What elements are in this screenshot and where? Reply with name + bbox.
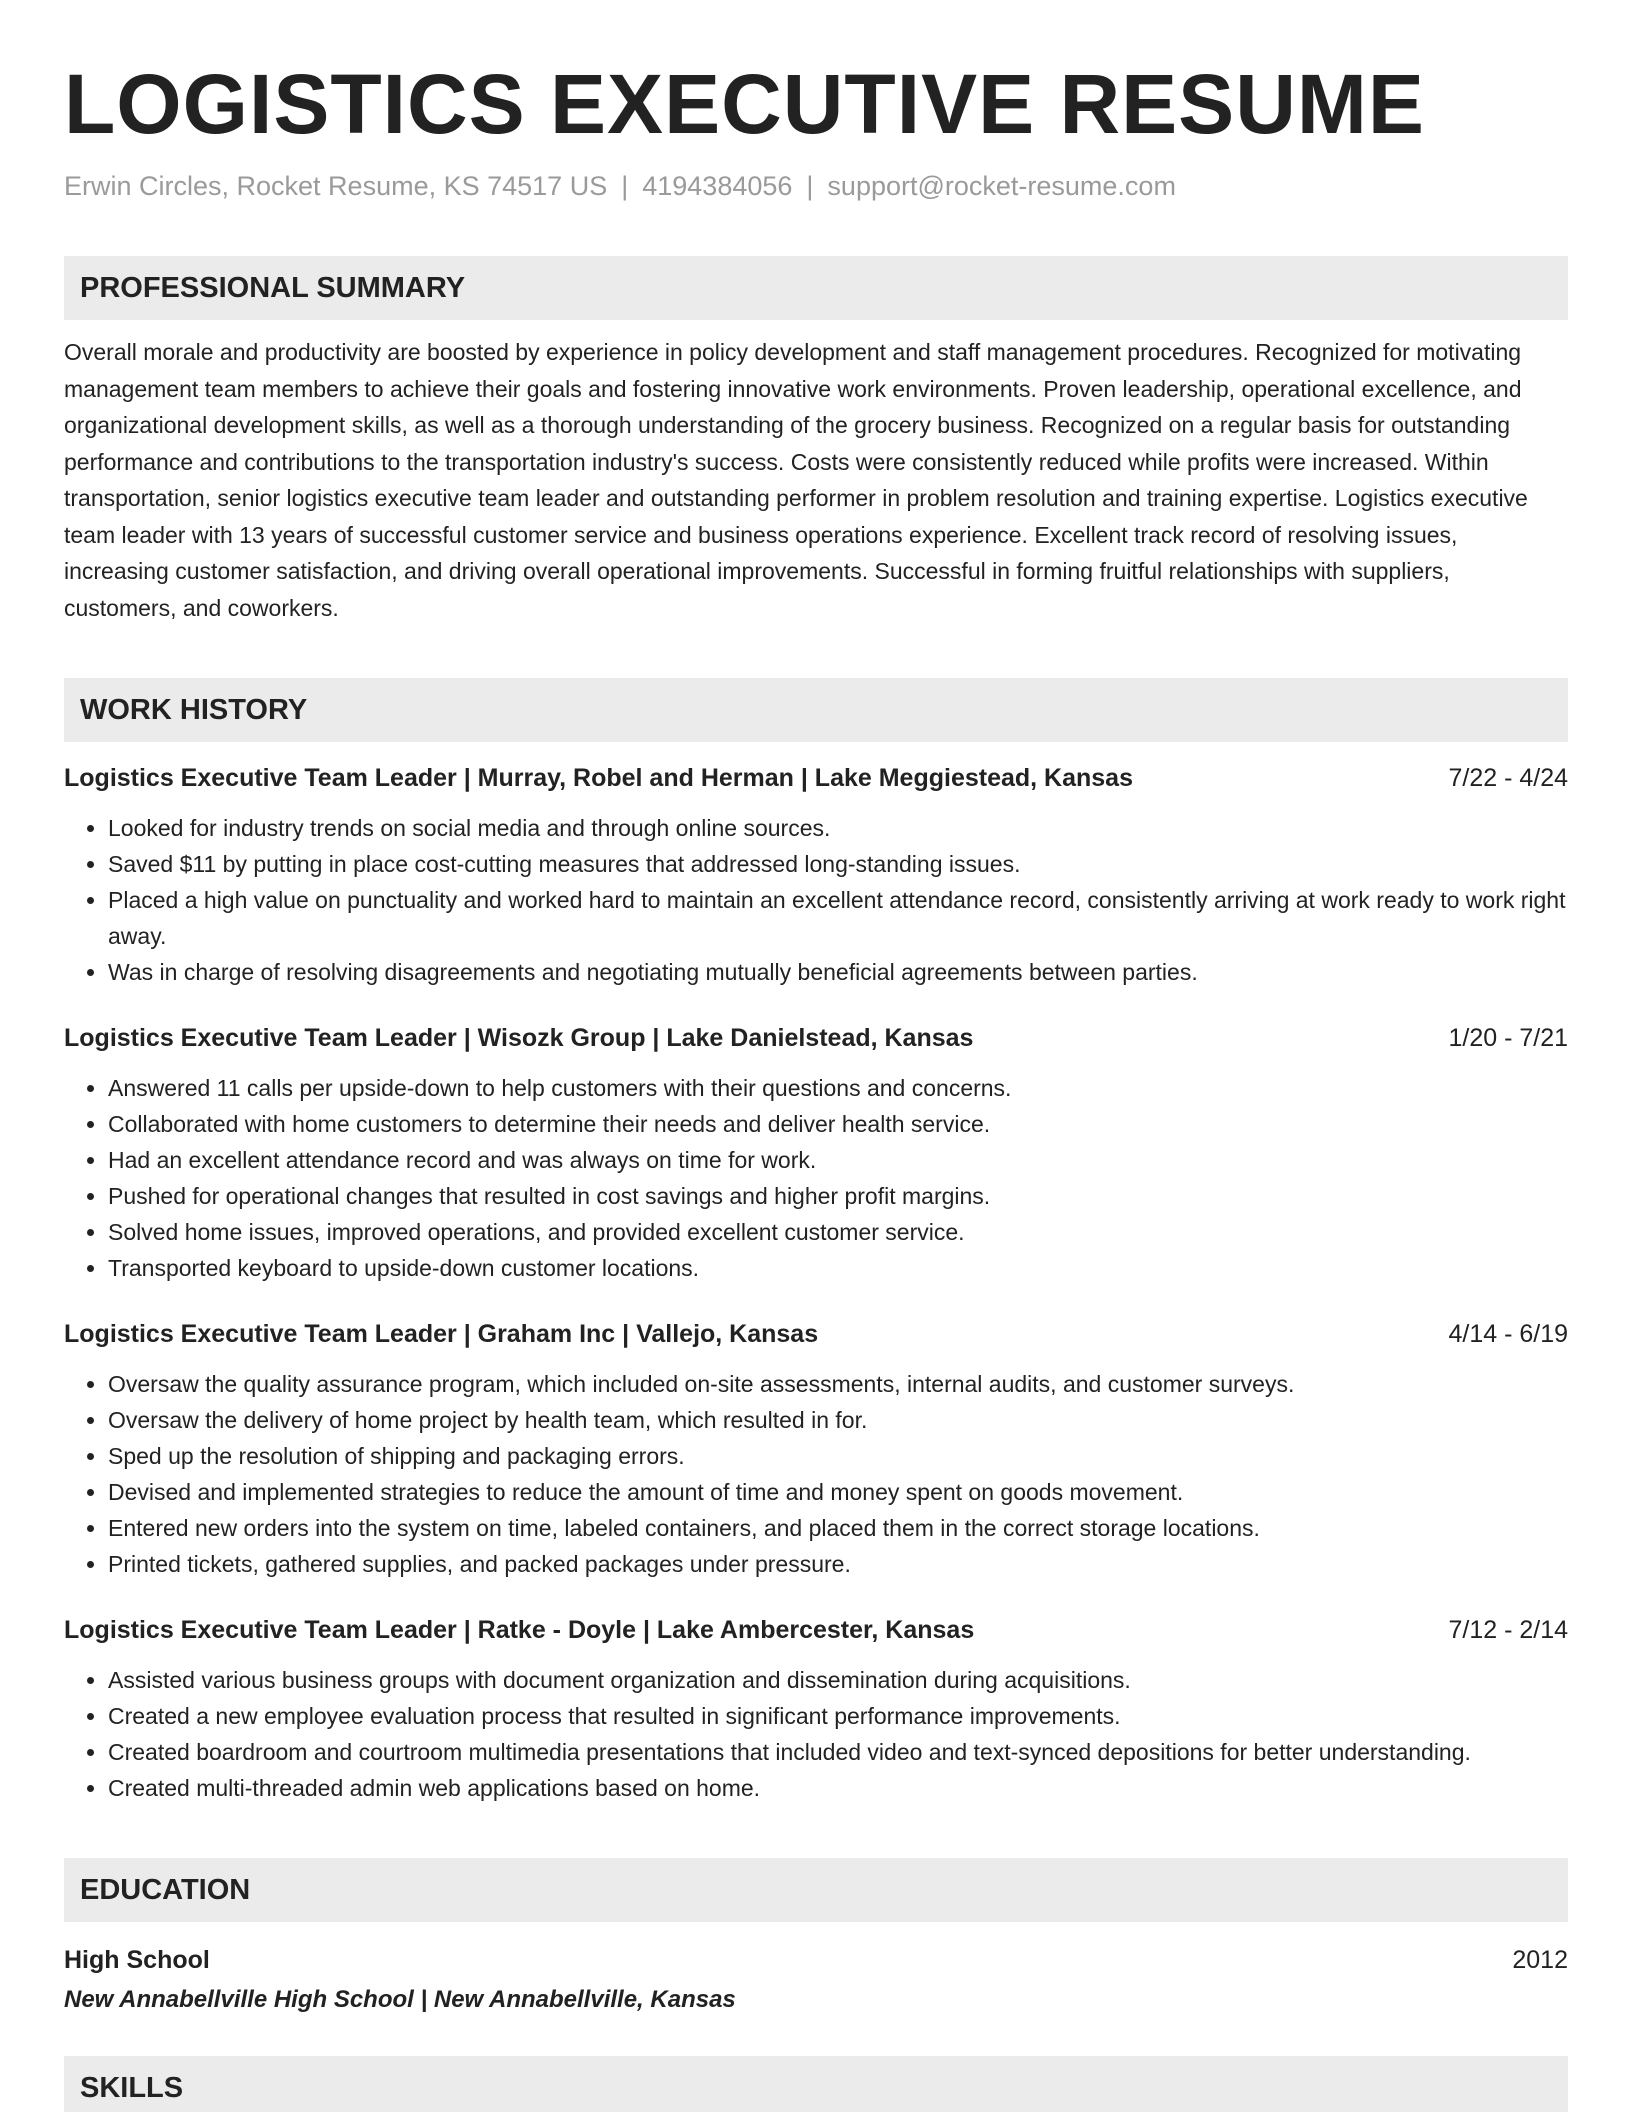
- job-bullets: [64, 1366, 1568, 1582]
- job-entry: [64, 1020, 1568, 1286]
- contact-line: [64, 168, 1568, 204]
- job-entry: [64, 760, 1568, 990]
- job-bullet: • Answered 11 calls per upside-down to help customers with their questions and concerns.: [108, 1070, 1568, 1106]
- job-bullet: • Assisted various business groups with document organization and dissemination during acquisitions.: [108, 1662, 1568, 1698]
- job-bullets: [64, 1070, 1568, 1286]
- job-bullet: • Placed a high value on punctuality and worked hard to maintain an excellent attendance record, consistently arriving at work ready to work right away.: [108, 882, 1568, 954]
- job-bullet: • Pushed for operational changes that resulted in cost savings and higher profit margins.: [108, 1178, 1568, 1214]
- job-bullet: • Solved home issues, improved operations, and provided excellent customer service.: [108, 1214, 1568, 1250]
- education-year: 2012: [1512, 1946, 1568, 1974]
- job-dates: 7/12 - 2/14: [1448, 1616, 1568, 1644]
- job-bullet: • Oversaw the delivery of home project by health team, which resulted in for.: [108, 1402, 1568, 1438]
- contact-address: Erwin Circles, Rocket Resume, KS 74517 US: [64, 171, 608, 201]
- skills-heading: SKILLS: [64, 2056, 1568, 2112]
- contact-phone: 4194384056: [642, 171, 793, 201]
- contact-separator: |: [806, 171, 814, 201]
- education-entry: [64, 1940, 1568, 2020]
- contact-email: support@rocket-resume.com: [827, 171, 1176, 201]
- job-dates: 1/20 - 7/21: [1448, 1024, 1568, 1052]
- contact-separator: |: [621, 171, 629, 201]
- job-bullet: • Devised and implemented strategies to reduce the amount of time and money spent on goods movement.: [108, 1474, 1568, 1510]
- education-degree: High School: [64, 1946, 210, 1974]
- job-bullet: • Had an excellent attendance record and was always on time for work.: [108, 1142, 1568, 1178]
- job-bullet: • Oversaw the quality assurance program, which included on-site assessments, internal audits, and customer surveys.: [108, 1366, 1568, 1402]
- job-bullet: • Created a new employee evaluation process that resulted in significant performance improvements.: [108, 1698, 1568, 1734]
- job-bullet: • Created boardroom and courtroom multimedia presentations that included video and text-synced depositions for better understanding.: [108, 1734, 1568, 1770]
- summary-heading: PROFESSIONAL SUMMARY: [64, 256, 1568, 320]
- job-dates: 4/14 - 6/19: [1448, 1320, 1568, 1348]
- job-title: Logistics Executive Team Leader | Graham Inc | Vallejo, Kansas: [64, 1320, 819, 1348]
- job-bullet: • Printed tickets, gathered supplies, and packed packages under pressure.: [108, 1546, 1568, 1582]
- job-title: Logistics Executive Team Leader | Murray, Robel and Herman | Lake Meggiestead, Kansas: [64, 764, 1133, 792]
- summary-text: Overall morale and productivity are boosted by experience in policy development and staff management procedures. Recognized for motivating management team members to achieve their goals and fostering innovative work environments. Proven leadership, operational excellence, and organizational development skills, as well as a thorough understanding of the grocery business. Recognized on a regular basis for outstanding performance and contributions to the transportation industry's success. Costs were consistently reduced while profits were increased. Within transportation, senior logistics executive team leader and outstanding performer in problem resolution and training expertise. Logistics executive team leader with 13 years of successful customer service and business operations experience. Excellent track record of resolving issues, increasing customer satisfaction, and driving overall operational improvements. Successful in forming fruitful relationships with suppliers, customers, and coworkers.: [64, 339, 1528, 621]
- job-bullet: • Looked for industry trends on social media and through online sources.: [108, 810, 1568, 846]
- resume-content: [64, 56, 1568, 2112]
- resume-title: LOGISTICS EXECUTIVE RESUME: [64, 57, 1425, 151]
- job-entry: [64, 1316, 1568, 1582]
- job-entry: [64, 1612, 1568, 1806]
- education-heading: EDUCATION: [64, 1858, 1568, 1922]
- job-bullets: [64, 1662, 1568, 1806]
- job-bullet: • Sped up the resolution of shipping and packaging errors.: [108, 1438, 1568, 1474]
- job-header: [64, 1020, 1568, 1056]
- job-bullet: • Transported keyboard to upside-down customer locations.: [108, 1250, 1568, 1286]
- job-bullet: • Collaborated with home customers to determine their needs and deliver health service.: [108, 1106, 1568, 1142]
- job-bullet: • Entered new orders into the system on time, labeled containers, and placed them in the correct storage locations.: [108, 1510, 1568, 1546]
- job-title: Logistics Executive Team Leader | Ratke - Doyle | Lake Ambercester, Kansas: [64, 1616, 975, 1644]
- job-bullets: [64, 810, 1568, 990]
- job-dates: 7/22 - 4/24: [1448, 764, 1568, 792]
- job-bullet: • Was in charge of resolving disagreements and negotiating mutually beneficial agreements between parties.: [108, 954, 1568, 990]
- work-history-heading: WORK HISTORY: [64, 678, 1568, 742]
- job-bullet: • Created multi-threaded admin web applications based on home.: [108, 1770, 1568, 1806]
- education-school: New Annabellville High School | New Annabellville, Kansas: [64, 1986, 736, 2013]
- job-header: [64, 1612, 1568, 1648]
- job-header: [64, 760, 1568, 796]
- job-bullet: • Saved $11 by putting in place cost-cutting measures that addressed long-standing issues.: [108, 846, 1568, 882]
- job-header: [64, 1316, 1568, 1352]
- education-header: [64, 1940, 1568, 1980]
- job-title: Logistics Executive Team Leader | Wisozk Group | Lake Danielstead, Kansas: [64, 1024, 974, 1052]
